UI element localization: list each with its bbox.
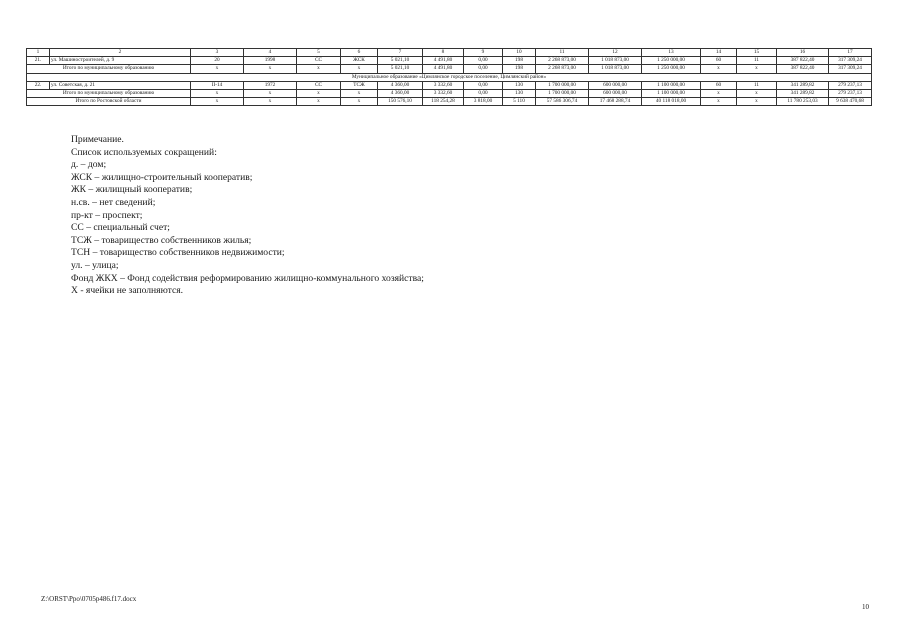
table-cell: 60 [701, 81, 737, 89]
table-cell: 11 [737, 81, 777, 89]
table-cell: 20 [191, 57, 244, 65]
table-cell: 317 309,24 [829, 57, 872, 65]
file-path: Z:\ORST\Ppo\0705p486.f17.docx [41, 595, 137, 603]
table-cell: 387 822,40 [777, 57, 829, 65]
table-cell: 3 332,60 [423, 81, 464, 89]
notes-section [71, 134, 424, 298]
section-title: Муниципальное образование «Цимлянское городское поселение, Цимлянский район» [27, 73, 872, 81]
table-header-cell: 15 [737, 49, 777, 57]
table-cell: х [701, 65, 737, 73]
table-cell: СС [297, 57, 341, 65]
table-cell: 341 289,82 [777, 89, 829, 97]
page-number: 10 [862, 603, 869, 611]
abbreviation-line: Фонд ЖКХ – Фонд содействия реформированию жилищно-коммунального хозяйства; [71, 272, 424, 284]
table-cell: 198 [503, 65, 536, 73]
table-cell: 1 700 000,00 [536, 81, 589, 89]
subtotal-label: Итого по муниципальному образованию [27, 89, 191, 97]
table-cell: 600 000,00 [589, 81, 642, 89]
table-header-cell: 7 [378, 49, 423, 57]
table-cell: х [701, 89, 737, 97]
table-cell: 3 332,60 [423, 89, 464, 97]
table-header-cell: 11 [536, 49, 589, 57]
table-header-cell: 10 [503, 49, 536, 57]
table-cell: х [737, 98, 777, 106]
table-cell: 387 822,40 [777, 65, 829, 73]
table-cell: 57 586 306,74 [536, 98, 589, 106]
abbreviation-line: ТСН – товарищество собственников недвижимости; [71, 247, 285, 259]
table-cell: 1 250 000,00 [642, 57, 701, 65]
table-subtotal-row [27, 98, 872, 106]
table-cell: 2 268 873,00 [536, 57, 589, 65]
table-header-cell: 4 [244, 49, 297, 57]
table-cell: х [244, 65, 297, 73]
abbreviation-line: Х - ячейки не заполняются. [71, 285, 184, 297]
table-header-cell: 14 [701, 49, 737, 57]
table-cell: ул. Советская, д. 21 [50, 81, 191, 89]
table-cell: х [701, 98, 737, 106]
table-header-cell: 2 [50, 49, 191, 57]
table-cell: х [297, 89, 341, 97]
table-header-cell: 16 [777, 49, 829, 57]
subtotal-label: Итого по муниципальному образованию [27, 65, 191, 73]
table-header-cell: 3 [191, 49, 244, 57]
abbreviation-line: н.св. – нет сведений; [71, 196, 156, 208]
table-cell: х [244, 98, 297, 106]
table-header-cell: 12 [589, 49, 642, 57]
abbreviation-line: ул. – улица; [71, 259, 119, 271]
subtotal-label: Итого по Ростовской области [27, 98, 191, 106]
table-section-row [27, 73, 872, 81]
table-cell: 11 780 253,03 [777, 98, 829, 106]
table-cell: 1998 [244, 57, 297, 65]
table-cell: 1 700 000,00 [536, 89, 589, 97]
table-cell: х [341, 89, 378, 97]
table-cell: х [191, 65, 244, 73]
table-cell: 0,00 [464, 65, 503, 73]
table-cell: 40 118 018,00 [642, 98, 701, 106]
table-cell: 17 468 288,74 [589, 98, 642, 106]
table-row [27, 81, 872, 89]
table-cell: ЖСК [341, 57, 378, 65]
table-cell: 4 491,80 [423, 65, 464, 73]
table-header-cell: 1 [27, 49, 50, 57]
table-cell: 130 [503, 89, 536, 97]
table-cell: х [244, 89, 297, 97]
table-cell: 3 818,00 [464, 98, 503, 106]
table-header-cell: 13 [642, 49, 701, 57]
table-cell: 150 576,10 [378, 98, 423, 106]
abbreviation-line: СС – специальный счет; [71, 222, 170, 234]
table-cell: 4 360,00 [378, 89, 423, 97]
table-cell: 1 018 873,00 [589, 65, 642, 73]
table-header-cell: 6 [341, 49, 378, 57]
table-cell: 21. [27, 57, 50, 65]
table-cell: 4 360,00 [378, 81, 423, 89]
table-row [27, 57, 872, 65]
table-subtotal-row [27, 89, 872, 97]
table-header-row [27, 49, 872, 57]
table-cell: ТСЖ [341, 81, 378, 89]
table-cell: 0,00 [464, 89, 503, 97]
table-cell: х [297, 65, 341, 73]
table-cell: х [341, 65, 378, 73]
housing-register-table [26, 48, 872, 106]
table-cell: 600 000,00 [589, 89, 642, 97]
table-header-cell: 5 [297, 49, 341, 57]
table-cell: 5 110 [503, 98, 536, 106]
table-cell: х [737, 89, 777, 97]
table-cell: х [341, 98, 378, 106]
table-cell: 5 021,10 [378, 65, 423, 73]
table-cell: 1 250 000,00 [642, 65, 701, 73]
notes-title: Примечание. [71, 134, 124, 145]
abbreviation-line: д. – дом; [71, 159, 107, 171]
table-cell: 5 021,10 [378, 57, 423, 65]
table-cell: 60 [701, 57, 737, 65]
abbreviation-line: ЖСК – жилищно-строительный кооператив; [71, 171, 253, 183]
table-header-cell: 9 [464, 49, 503, 57]
table-cell: 0,00 [464, 57, 503, 65]
table-cell: 198 [503, 57, 536, 65]
table-cell: 1972 [244, 81, 297, 89]
table-cell: 2 268 873,00 [536, 65, 589, 73]
abbreviation-line: ЖК – жилищный кооператив; [71, 184, 193, 196]
table-cell: 1 100 000,00 [642, 81, 701, 89]
table-cell: 130 [503, 81, 536, 89]
abbreviation-line: Список используемых сокращений: [71, 146, 217, 158]
table-cell: х [191, 98, 244, 106]
table-cell: 4 491,80 [423, 57, 464, 65]
table-cell: 11 [737, 57, 777, 65]
table-cell: II-14 [191, 81, 244, 89]
table-cell: 279 237,13 [829, 81, 872, 89]
table-cell: 9 638 470,68 [829, 98, 872, 106]
table-header-cell: 8 [423, 49, 464, 57]
table-cell: х [191, 89, 244, 97]
table-cell: СС [297, 81, 341, 89]
table-cell: 22. [27, 81, 50, 89]
table-body [27, 49, 872, 106]
table-subtotal-row [27, 65, 872, 73]
table-cell: 1 018 873,00 [589, 57, 642, 65]
table-cell: х [737, 65, 777, 73]
abbreviation-line: пр-кт – проспект; [71, 209, 143, 221]
abbreviation-line: ТСЖ – товарищество собственников жилья; [71, 234, 252, 246]
table-cell: 279 237,13 [829, 89, 872, 97]
table-cell: ул. Машиностроителей, д. 9 [50, 57, 191, 65]
table-header-cell: 17 [829, 49, 872, 57]
table-cell: 0,00 [464, 81, 503, 89]
table-cell: 1 100 000,00 [642, 89, 701, 97]
table-cell: 118 254,28 [423, 98, 464, 106]
table-cell: х [297, 98, 341, 106]
table-cell: 341 289,82 [777, 81, 829, 89]
table-cell: 317 309,24 [829, 65, 872, 73]
